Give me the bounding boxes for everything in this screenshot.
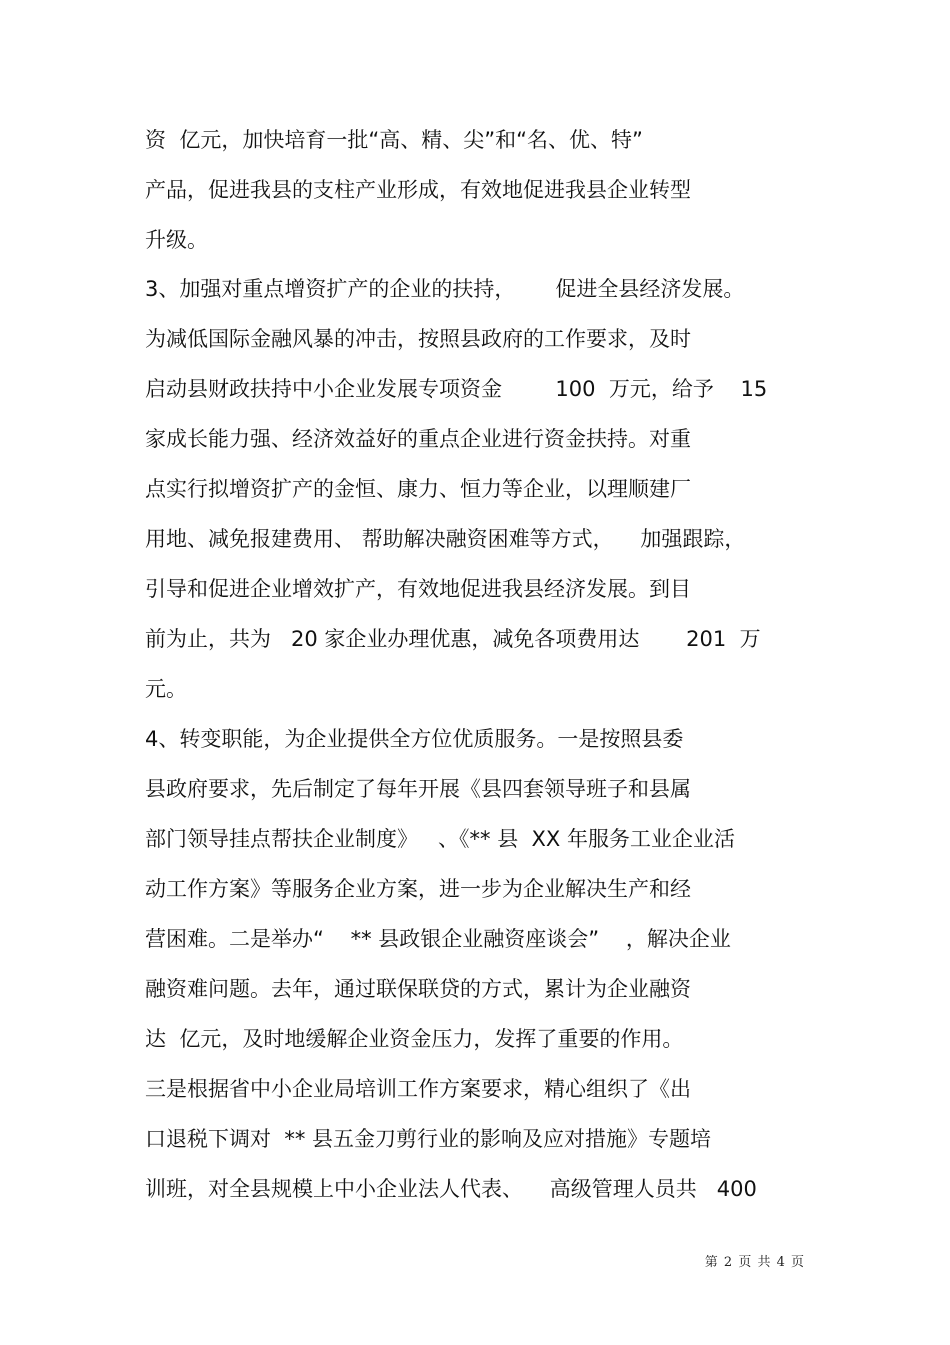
text-line: 家成长能力强、经济效益好的重点企业进行资金扶持。对重 <box>145 427 691 451</box>
text-line: 前为止，共为 20 家企业办理优惠，减免各项费用达 201 万 <box>145 627 761 651</box>
text-line: 营困难。二是举办“ ** 县政银企业融资座谈会” ，解决企业 <box>145 927 731 951</box>
text-line: 3、加强对重点增资扩产的企业的扶持， 促进全县经济发展。 <box>145 277 745 301</box>
text-line: 点实行拟增资扩产的金恒、康力、恒力等企业，以理顺建厂 <box>145 477 691 501</box>
text-line: 元。 <box>145 677 187 701</box>
text-line: 升级。 <box>145 228 208 252</box>
text-line: 融资难问题。去年，通过联保联贷的方式，累计为企业融资 <box>145 977 691 1001</box>
text-line: 达 亿元，及时地缓解企业资金压力，发挥了重要的作用。 <box>145 1027 684 1051</box>
text-line: 为减低国际金融风暴的冲击，按照县政府的工作要求，及时 <box>145 327 691 351</box>
text-line: 产品，促进我县的支柱产业形成，有效地促进我县企业转型 <box>145 178 691 202</box>
text-line: 资 亿元，加快培育一批“高、精、尖”和“名、优、特” <box>145 128 643 152</box>
text-line: 启动县财政扶持中小企业发展专项资金 100 万元，给予 15 <box>145 377 768 401</box>
text-line: 训班，对全县规模上中小企业法人代表、 高级管理人员共 400 <box>145 1177 757 1201</box>
text-line: 部门领导挂点帮扶企业制度》 、《** 县 XX 年服务工业企业活 <box>145 827 735 851</box>
text-line: 用地、减免报建费用、 帮助解决融资困难等方式， 加强跟踪， <box>145 527 746 551</box>
text-line: 引导和促进企业增效扩产，有效地促进我县经济发展。到目 <box>145 577 691 601</box>
text-line: 动工作方案》等服务企业方案，进一步为企业解决生产和经 <box>145 877 691 901</box>
text-line: 三是根据省中小企业局培训工作方案要求，精心组织了《出 <box>145 1077 691 1101</box>
text-line: 县政府要求，先后制定了每年开展《县四套领导班子和县属 <box>145 777 691 801</box>
text-line: 口退税下调对 ** 县五金刀剪行业的影响及应对措施》专题培 <box>145 1127 712 1151</box>
page-number-footer: 第 2 页 共 4 页 <box>704 1255 805 1270</box>
text-line: 4、转变职能，为企业提供全方位优质服务。一是按照县委 <box>145 727 684 751</box>
